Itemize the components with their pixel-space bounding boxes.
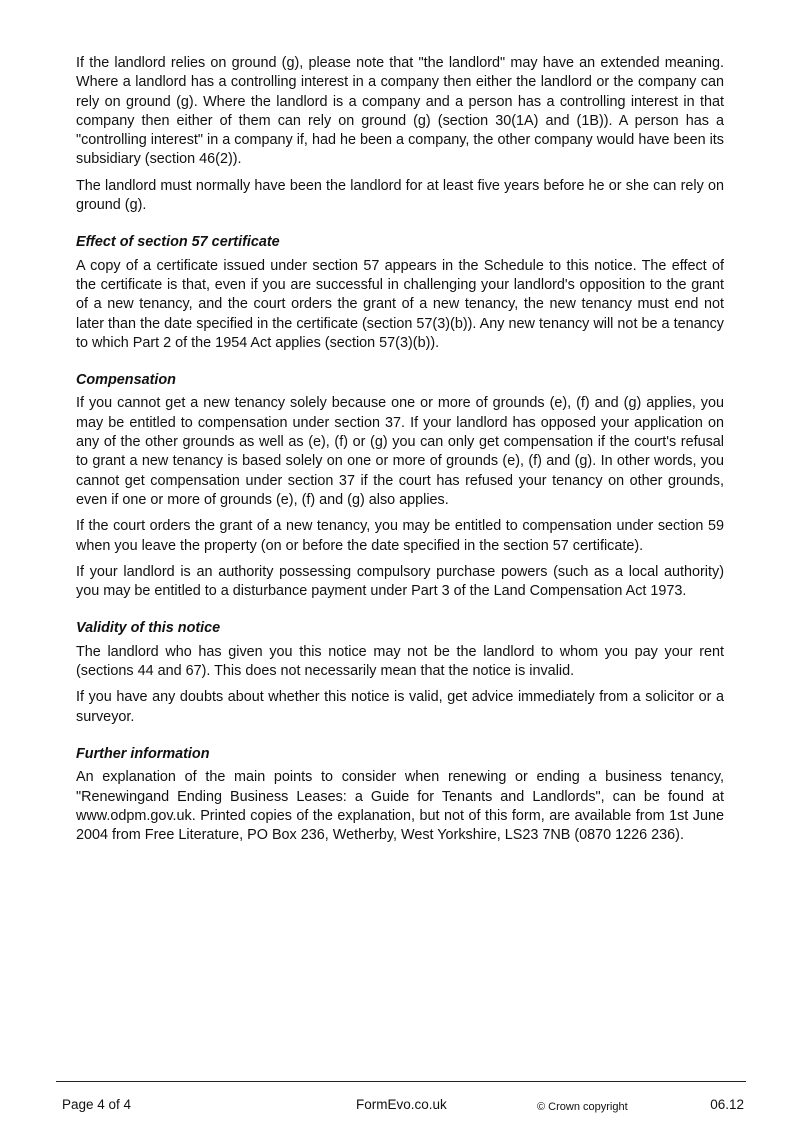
section-heading: Compensation	[76, 372, 176, 389]
paragraph: A copy of a certificate issued under section 57 appears in the Schedule to this notice. The effect of the certificate is that, even if you are successful in challenging your landlord's opposition to the grant of a new tenancy, and the court orders the grant of a new tenancy, the new tenancy must end not later than the date specified in the certificate (section 57(3)(b)). Any new tenancy will not be a tenancy to which Part 2 of the 1954 Act applies (section 57(3)(b)).	[76, 257, 724, 351]
paragraph: The landlord who has given you this notice may not be the landlord to whom you pay your rent (sections 44 and 67). This does not necessarily mean that the notice is invalid.	[76, 643, 724, 680]
paragraph: An explanation of the main points to consider when renewing or ending a business tenancy, "Renewingand Ending Business Leases: a Guide for Tenants and Landlords", can be found at www.odpm.gov.uk. Printed copies of the explanation, but not of this form, are available from 1st June 2004 from Free Literature, PO Box 236, Wetherby, West Yorkshire, LS23 7NB (0870 1226 236).	[76, 769, 724, 844]
validity-section	[76, 619, 724, 726]
copyright-notice: © Crown copyright	[537, 1101, 628, 1113]
page-number: Page 4 of 4	[62, 1097, 132, 1112]
ground-g-section	[76, 54, 724, 215]
document-body	[76, 54, 724, 852]
paragraph: If you cannot get a new tenancy solely because one or more of grounds (e), (f) and (g) applies, you may be entitled to compensation under section 37. If your landlord has opposed your application on any of the other grounds as well as (e), (f) or (g) you can only get compensation if the court's refusal to grant a new tenancy is based solely on one or more of grounds (e), (f) and (g). In other words, you cannot get compensation under section 37 if the court has refused your tenancy on other grounds, even if one or more of grounds (e), (f) and (g) also applies.	[76, 395, 724, 508]
compensation-section	[76, 371, 724, 601]
further-information-section	[76, 745, 724, 845]
section-heading: Effect of section 57 certificate	[76, 234, 280, 251]
section-heading: Further information	[76, 745, 210, 762]
section-heading: Validity of this notice	[76, 620, 221, 637]
section-57-certificate-section	[76, 233, 724, 353]
paragraph: If you have any doubts about whether this notice is valid, get advice immediately from a solicitor or a surveyor.	[76, 689, 724, 725]
paragraph: If your landlord is an authority possessing compulsory purchase powers (such as a local authority) you may be entitled to a disturbance payment under Part 3 of the Land Compensation Act 1973.	[76, 563, 724, 600]
site-name: FormEvo.co.uk	[356, 1097, 447, 1112]
footer-row	[56, 1082, 746, 1112]
form-version: 06.12	[710, 1097, 744, 1112]
paragraph: If the court orders the grant of a new tenancy, you may be entitled to compensation under section 59 when you leave the property (on or before the date specified in the section 57 certificate).	[76, 518, 724, 554]
page-footer	[56, 1081, 746, 1112]
paragraph: If the landlord relies on ground (g), please note that "the landlord" may have an extended meaning. Where a landlord has a controlling interest in a company then either the landlord or the company can rely on ground (g). Where the landlord is a company and a person has a controlling interest in that company then either of them can rely on ground (g) (section 30(1A) and (1B)). A person has a "controlling interest" in a company if, had he been a company, the other company would have been its subsidiary (section 46(2)).	[76, 55, 724, 168]
paragraph: The landlord must normally have been the landlord for at least five years before he or she can rely on ground (g).	[76, 177, 724, 214]
